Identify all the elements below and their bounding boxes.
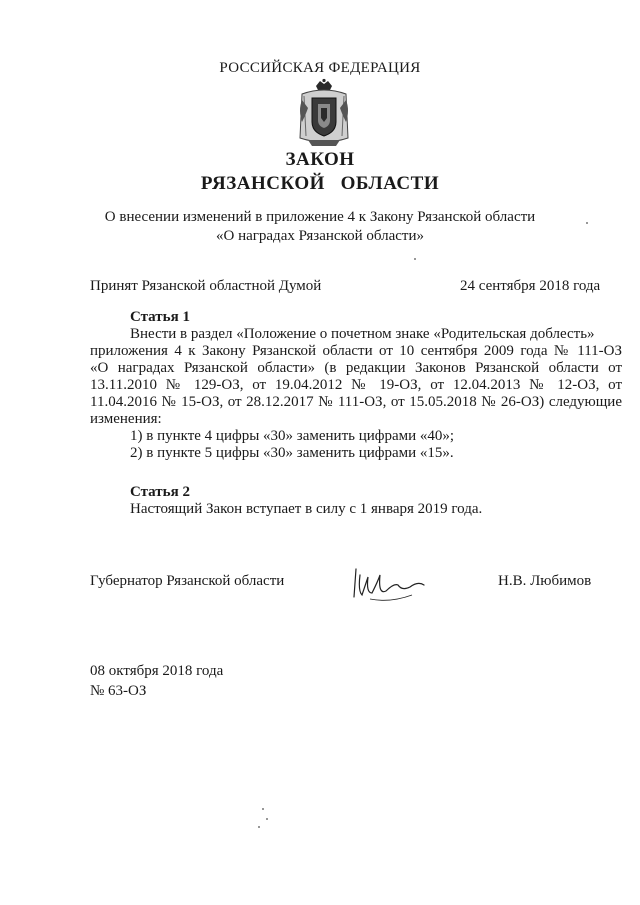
adoption-date: 24 сентября 2018 года — [460, 278, 601, 294]
article-2 — [90, 484, 622, 518]
article-1-line: приложения 4 к Закону Рязанской области от 10 сентября 2009 года № 111-ОЗ — [90, 343, 622, 359]
subject-line2: «О наградах Рязанской области» — [215, 228, 424, 244]
article-1-line: 11.04.2016 № 15-ОЗ, от 28.12.2017 № 111-ОЗ, от 15.05.2018 № 26-ОЗ) следующие — [90, 394, 622, 410]
handwritten-signature — [350, 563, 430, 603]
scan-speck — [414, 258, 416, 260]
article-1-line: «О наградах Рязанской области» (в редакции Законов Рязанской области от — [90, 360, 622, 376]
law-title-line2: РЯЗАНСКОЙ ОБЛАСТИ — [200, 173, 440, 194]
article-1-item: 1) в пункте 4 цифры «30» заменить цифрами «40»; — [130, 428, 455, 444]
coat-of-arms-icon — [296, 78, 352, 148]
article-1-line: изменения: — [90, 411, 162, 427]
article-1-heading: Статья 1 — [130, 309, 190, 325]
law-number: № 63-ОЗ — [90, 683, 147, 699]
scan-speck — [266, 818, 268, 820]
article-1-line: 13.11.2010 № 129-ОЗ, от 19.04.2012 № 19-ОЗ, от 12.04.2013 № 12-ОЗ, от — [90, 377, 622, 393]
signatory-title: Губернатор Рязанской области — [90, 573, 285, 589]
law-subject — [0, 208, 640, 246]
article-1-line: Внести в раздел «Положение о почетном знаке «Родительская доблесть» — [130, 326, 595, 342]
adopted-by: Принят Рязанской областной Думой — [90, 278, 322, 294]
article-1-item: 2) в пункте 5 цифры «30» заменить цифрами «15». — [130, 445, 454, 461]
country-name: РОССИЙСКАЯ ФЕДЕРАЦИЯ — [219, 60, 421, 76]
scan-speck — [258, 826, 260, 828]
signatory-name: Н.В. Любимов — [498, 573, 592, 589]
law-title-line1: ЗАКОН — [285, 149, 355, 170]
article-2-heading: Статья 2 — [130, 484, 190, 500]
article-1 — [90, 309, 622, 462]
article-2-text: Настоящий Закон вступает в силу с 1 января 2019 года. — [130, 501, 483, 517]
signing-date: 08 октября 2018 года — [90, 663, 224, 679]
subject-line1: О внесении изменений в приложение 4 к Закону Рязанской области — [104, 209, 536, 225]
law-title — [0, 148, 640, 196]
scan-speck — [586, 222, 588, 224]
scan-speck — [262, 808, 264, 810]
